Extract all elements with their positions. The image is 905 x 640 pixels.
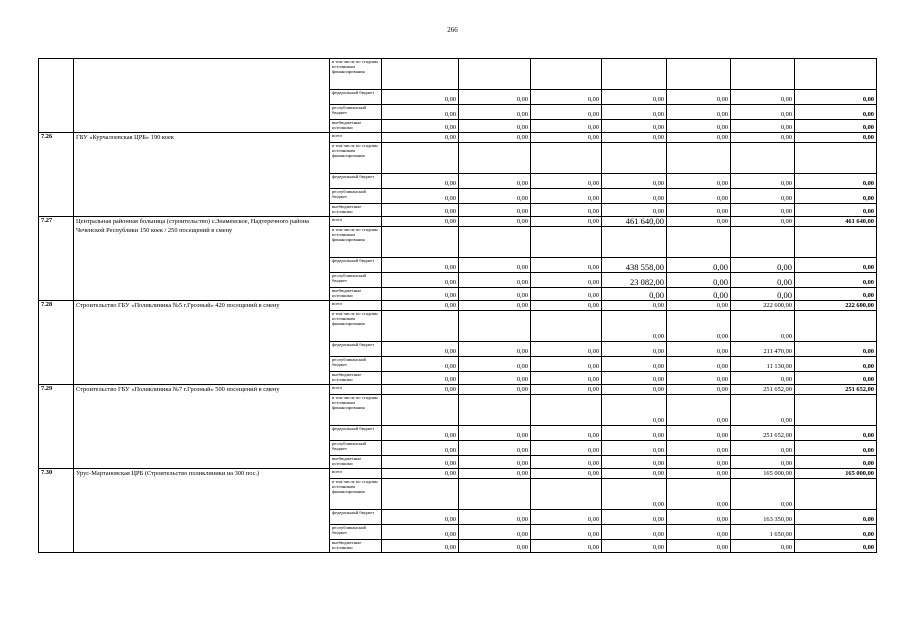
value-cell: [459, 479, 531, 510]
funding-source-label: всего: [330, 301, 382, 311]
total-cell: [795, 479, 877, 510]
funding-source-label: в том числе по стадиям источникам финансирования: [330, 395, 382, 426]
value-cell: 0,00: [459, 301, 531, 311]
value-cell: 0,00: [382, 441, 459, 456]
funding-source-label: всего: [330, 385, 382, 395]
value-cell: 0,00: [531, 204, 602, 217]
funding-source-label: федеральный бюджет: [330, 258, 382, 273]
value-cell: [531, 143, 602, 174]
item-code: 7.26: [39, 133, 74, 217]
value-cell: 0,00: [382, 133, 459, 143]
value-cell: 0,00: [459, 174, 531, 189]
value-cell: 0,00: [531, 372, 602, 385]
item-name: Урус-Мартановская ЦРБ (Строительство поликлиники на 300 пос.): [74, 469, 330, 553]
total-cell: 0,00: [795, 426, 877, 441]
value-cell: 0,00: [459, 441, 531, 456]
value-cell: 0,00: [602, 133, 667, 143]
value-cell: 0,00: [531, 456, 602, 469]
total-cell: [795, 395, 877, 426]
value-cell: 0,00: [602, 105, 667, 120]
value-cell: 0,00: [531, 342, 602, 357]
value-cell: [531, 227, 602, 258]
item-code: 7.28: [39, 301, 74, 385]
value-cell: [667, 227, 731, 258]
value-cell: 0,00: [667, 469, 731, 479]
item-name: [74, 59, 330, 133]
value-cell: 0,00: [459, 456, 531, 469]
total-cell: 0,00: [795, 357, 877, 372]
value-cell: 0,00: [731, 395, 795, 426]
value-cell: 0,00: [602, 372, 667, 385]
value-cell: [731, 227, 795, 258]
item-code: [39, 59, 74, 133]
value-cell: 0,00: [602, 525, 667, 540]
total-cell: 222 600,00: [795, 301, 877, 311]
value-cell: 0,00: [731, 204, 795, 217]
value-cell: 0,00: [731, 90, 795, 105]
value-cell: 0,00: [459, 273, 531, 288]
value-cell: 0,00: [531, 189, 602, 204]
value-cell: 0,00: [459, 133, 531, 143]
value-cell: [602, 59, 667, 90]
value-cell: 0,00: [531, 105, 602, 120]
value-cell: 0,00: [382, 357, 459, 372]
value-cell: 0,00: [667, 479, 731, 510]
value-cell: 0,00: [531, 90, 602, 105]
total-cell: 0,00: [795, 174, 877, 189]
total-cell: [795, 59, 877, 90]
value-cell: 0,00: [667, 372, 731, 385]
value-cell: 0,00: [731, 441, 795, 456]
value-cell: 0,00: [531, 426, 602, 441]
value-cell: 0,00: [531, 120, 602, 133]
page-number: 266: [447, 26, 458, 34]
value-cell: 0,00: [459, 120, 531, 133]
value-cell: 0,00: [731, 540, 795, 553]
value-cell: 0,00: [602, 540, 667, 553]
value-cell: 0,00: [531, 510, 602, 525]
value-cell: [459, 227, 531, 258]
value-cell: 0,00: [667, 357, 731, 372]
value-cell: 0,00: [459, 105, 531, 120]
funding-source-label: федеральный бюджет: [330, 510, 382, 525]
funding-table: [38, 58, 877, 553]
value-cell: 0,00: [731, 273, 795, 288]
value-cell: 0,00: [382, 426, 459, 441]
value-cell: 0,00: [459, 204, 531, 217]
value-cell: 165 000,00: [731, 469, 795, 479]
value-cell: 0,00: [602, 301, 667, 311]
value-cell: 0,00: [531, 273, 602, 288]
value-cell: [731, 143, 795, 174]
value-cell: 0,00: [382, 288, 459, 301]
total-cell: 0,00: [795, 273, 877, 288]
value-cell: 0,00: [382, 510, 459, 525]
total-cell: 461 640,00: [795, 217, 877, 227]
value-cell: 0,00: [602, 441, 667, 456]
value-cell: 211 470,00: [731, 342, 795, 357]
value-cell: 0,00: [459, 258, 531, 273]
table-row: [39, 469, 877, 479]
value-cell: 0,00: [382, 540, 459, 553]
value-cell: 0,00: [731, 105, 795, 120]
value-cell: 0,00: [731, 120, 795, 133]
value-cell: 0,00: [459, 385, 531, 395]
funding-source-label: в том числе по стадиям источникам финансирования: [330, 311, 382, 342]
funding-source-label: республиканский бюджет: [330, 357, 382, 372]
value-cell: 0,00: [382, 301, 459, 311]
value-cell: 0,00: [667, 342, 731, 357]
value-cell: 0,00: [667, 456, 731, 469]
total-cell: [795, 143, 877, 174]
value-cell: 0,00: [382, 189, 459, 204]
value-cell: [459, 311, 531, 342]
total-cell: 0,00: [795, 258, 877, 273]
value-cell: 251 652,00: [731, 426, 795, 441]
table-row: [39, 385, 877, 395]
table-row: [39, 217, 877, 227]
value-cell: 438 558,00: [602, 258, 667, 273]
value-cell: 461 640,00: [602, 217, 667, 227]
value-cell: 0,00: [667, 105, 731, 120]
funding-source-label: федеральный бюджет: [330, 426, 382, 441]
funding-source-label: федеральный бюджет: [330, 342, 382, 357]
item-name: Центральная районная больница (строительство) с.Знаменское, Надтеречного района Чеченской Республики 150 коек / 250 посещений в смену: [74, 217, 330, 301]
value-cell: 0,00: [731, 479, 795, 510]
value-cell: [602, 227, 667, 258]
value-cell: 0,00: [459, 217, 531, 227]
item-name: ГБУ «Курчалоевская ЦРБ» 190 коек: [74, 133, 330, 217]
funding-source-label: внебюджетные источники: [330, 540, 382, 553]
total-cell: 0,00: [795, 105, 877, 120]
value-cell: 0,00: [602, 204, 667, 217]
value-cell: 0,00: [731, 133, 795, 143]
value-cell: 0,00: [667, 288, 731, 301]
value-cell: 0,00: [531, 258, 602, 273]
value-cell: 0,00: [459, 525, 531, 540]
value-cell: 0,00: [602, 174, 667, 189]
total-cell: 0,00: [795, 525, 877, 540]
table-body: [39, 59, 877, 553]
funding-source-label: республиканский бюджет: [330, 273, 382, 288]
value-cell: 0,00: [602, 426, 667, 441]
total-cell: 0,00: [795, 540, 877, 553]
value-cell: 1 650,00: [731, 525, 795, 540]
value-cell: 0,00: [382, 372, 459, 385]
value-cell: 0,00: [459, 357, 531, 372]
funding-source-label: федеральный бюджет: [330, 174, 382, 189]
value-cell: 23 082,00: [602, 273, 667, 288]
value-cell: [459, 143, 531, 174]
value-cell: 11 130,00: [731, 357, 795, 372]
total-cell: 0,00: [795, 288, 877, 301]
total-cell: 0,00: [795, 342, 877, 357]
item-code: 7.29: [39, 385, 74, 469]
value-cell: 0,00: [382, 525, 459, 540]
value-cell: 0,00: [667, 540, 731, 553]
funding-source-label: в том числе по стадиям источникам финансирования: [330, 59, 382, 90]
value-cell: 0,00: [602, 120, 667, 133]
value-cell: 0,00: [731, 217, 795, 227]
value-cell: 0,00: [602, 189, 667, 204]
value-cell: 0,00: [731, 311, 795, 342]
funding-source-label: республиканский бюджет: [330, 525, 382, 540]
value-cell: 0,00: [459, 90, 531, 105]
value-cell: 0,00: [382, 258, 459, 273]
value-cell: 0,00: [667, 120, 731, 133]
value-cell: 0,00: [382, 456, 459, 469]
table-row: [39, 59, 877, 90]
funding-source-label: всего: [330, 133, 382, 143]
total-cell: 0,00: [795, 372, 877, 385]
table-row: [39, 133, 877, 143]
value-cell: [459, 395, 531, 426]
value-cell: 222 600,00: [731, 301, 795, 311]
value-cell: 0,00: [459, 189, 531, 204]
value-cell: 0,00: [731, 174, 795, 189]
value-cell: 0,00: [731, 189, 795, 204]
total-cell: 0,00: [795, 120, 877, 133]
value-cell: 0,00: [731, 288, 795, 301]
value-cell: [531, 59, 602, 90]
funding-source-label: внебюджетные источники: [330, 288, 382, 301]
value-cell: 0,00: [602, 288, 667, 301]
value-cell: 0,00: [382, 342, 459, 357]
value-cell: 0,00: [602, 385, 667, 395]
value-cell: [382, 311, 459, 342]
value-cell: 0,00: [667, 258, 731, 273]
value-cell: 0,00: [602, 90, 667, 105]
value-cell: [531, 311, 602, 342]
value-cell: [382, 479, 459, 510]
value-cell: 0,00: [731, 258, 795, 273]
funding-source-label: внебюджетные источники: [330, 456, 382, 469]
value-cell: 0,00: [459, 469, 531, 479]
value-cell: 0,00: [667, 311, 731, 342]
value-cell: 0,00: [531, 288, 602, 301]
value-cell: 0,00: [459, 510, 531, 525]
value-cell: [667, 143, 731, 174]
value-cell: [531, 395, 602, 426]
value-cell: 0,00: [602, 456, 667, 469]
value-cell: 0,00: [382, 469, 459, 479]
value-cell: [731, 59, 795, 90]
value-cell: 0,00: [382, 204, 459, 217]
total-cell: 0,00: [795, 189, 877, 204]
total-cell: 251 652,00: [795, 385, 877, 395]
value-cell: 0,00: [531, 357, 602, 372]
funding-source-label: внебюджетные источники: [330, 120, 382, 133]
table-row: [39, 301, 877, 311]
value-cell: 0,00: [602, 510, 667, 525]
value-cell: 0,00: [731, 456, 795, 469]
value-cell: [382, 227, 459, 258]
funding-source-label: внебюджетные источники: [330, 372, 382, 385]
value-cell: 0,00: [667, 133, 731, 143]
value-cell: [602, 143, 667, 174]
value-cell: 0,00: [531, 133, 602, 143]
value-cell: 0,00: [602, 479, 667, 510]
funding-source-label: в том числе по стадиям источникам финансирования: [330, 143, 382, 174]
value-cell: 0,00: [459, 372, 531, 385]
funding-source-label: в том числе по стадиям источникам финансирования: [330, 479, 382, 510]
value-cell: 0,00: [731, 372, 795, 385]
value-cell: 0,00: [667, 204, 731, 217]
value-cell: 0,00: [602, 342, 667, 357]
value-cell: 0,00: [382, 174, 459, 189]
value-cell: 0,00: [531, 540, 602, 553]
value-cell: 0,00: [667, 385, 731, 395]
value-cell: 0,00: [531, 174, 602, 189]
value-cell: 0,00: [667, 273, 731, 288]
value-cell: 0,00: [667, 301, 731, 311]
value-cell: 0,00: [531, 385, 602, 395]
item-code: 7.27: [39, 217, 74, 301]
value-cell: 0,00: [459, 288, 531, 301]
value-cell: 0,00: [382, 90, 459, 105]
value-cell: 0,00: [602, 357, 667, 372]
value-cell: 0,00: [531, 441, 602, 456]
total-cell: [795, 311, 877, 342]
total-cell: 0,00: [795, 204, 877, 217]
value-cell: 251 652,00: [731, 385, 795, 395]
value-cell: 0,00: [382, 105, 459, 120]
item-name: Строительство ГБУ «Поликлиника №7 г.Грозный» 500 посещений в смену: [74, 385, 330, 469]
value-cell: 0,00: [602, 395, 667, 426]
value-cell: 0,00: [667, 189, 731, 204]
value-cell: 0,00: [667, 174, 731, 189]
value-cell: 0,00: [667, 217, 731, 227]
funding-source-label: внебюджетные источники: [330, 204, 382, 217]
value-cell: 0,00: [382, 385, 459, 395]
value-cell: 0,00: [459, 426, 531, 441]
value-cell: 0,00: [667, 441, 731, 456]
value-cell: 0,00: [459, 342, 531, 357]
value-cell: 0,00: [531, 525, 602, 540]
total-cell: 0,00: [795, 133, 877, 143]
total-cell: [795, 227, 877, 258]
value-cell: [382, 395, 459, 426]
value-cell: [382, 143, 459, 174]
value-cell: 0,00: [602, 311, 667, 342]
value-cell: 0,00: [531, 301, 602, 311]
total-cell: 0,00: [795, 441, 877, 456]
funding-source-label: всего: [330, 469, 382, 479]
value-cell: 0,00: [667, 525, 731, 540]
total-cell: 0,00: [795, 456, 877, 469]
value-cell: [382, 59, 459, 90]
item-name: Строительство ГБУ «Поликлиника №5 г.Грозный» 420 посещений в смену: [74, 301, 330, 385]
total-cell: 0,00: [795, 90, 877, 105]
value-cell: 0,00: [459, 540, 531, 553]
value-cell: 0,00: [667, 395, 731, 426]
item-code: 7.30: [39, 469, 74, 553]
funding-source-label: республиканский бюджет: [330, 441, 382, 456]
value-cell: [667, 59, 731, 90]
funding-source-label: в том числе по стадиям источникам финансирования: [330, 227, 382, 258]
value-cell: 163 350,00: [731, 510, 795, 525]
value-cell: 0,00: [667, 426, 731, 441]
funding-source-label: федеральный бюджет: [330, 90, 382, 105]
value-cell: 0,00: [602, 469, 667, 479]
value-cell: 0,00: [382, 273, 459, 288]
total-cell: 165 000,00: [795, 469, 877, 479]
funding-source-label: республиканский бюджет: [330, 105, 382, 120]
total-cell: 0,00: [795, 510, 877, 525]
value-cell: 0,00: [531, 217, 602, 227]
value-cell: 0,00: [531, 469, 602, 479]
value-cell: 0,00: [667, 90, 731, 105]
value-cell: [459, 59, 531, 90]
value-cell: 0,00: [667, 510, 731, 525]
value-cell: [531, 479, 602, 510]
value-cell: 0,00: [382, 120, 459, 133]
funding-source-label: республиканский бюджет: [330, 189, 382, 204]
value-cell: 0,00: [382, 217, 459, 227]
funding-source-label: всего: [330, 217, 382, 227]
